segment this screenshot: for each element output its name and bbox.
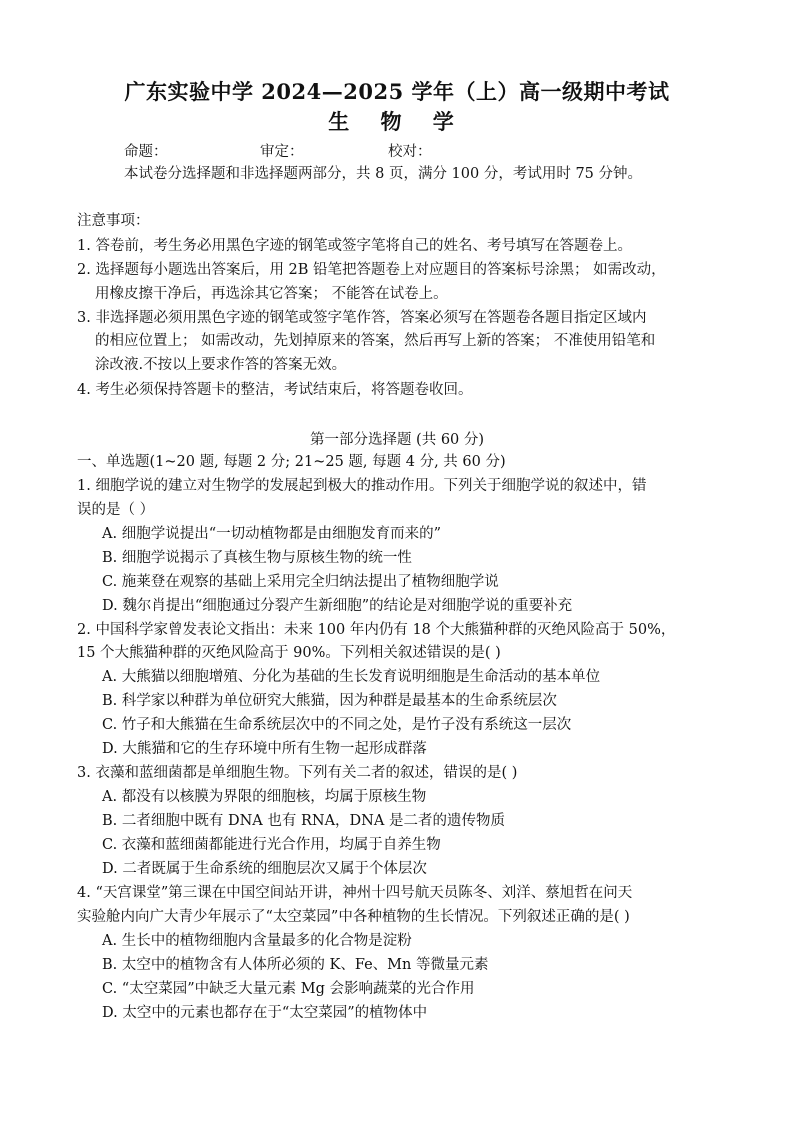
proofreader-label: 校对：: [388, 144, 432, 160]
exam-intro: 本试卷分选择题和非选择题两部分，共 8 页，满分 100 分，考试用时 75 分钟。: [124, 166, 643, 182]
question-4-option-d: D. 太空中的元素也都存在于“太空菜园”的植物体中: [102, 1005, 428, 1021]
question-4-stem-cont: 实验舱内向广大青少年展示了“太空菜园”中各种植物的生长情况。下列叙述正确的是( ): [77, 909, 630, 925]
author-label: 命题：: [124, 144, 168, 160]
note-3-cont: 的相应位置上； 如需改动，先划掉原来的答案，然后再写上新的答案； 不准使用铅笔和: [95, 333, 656, 349]
subject-title: 生 物 学: [328, 109, 466, 134]
question-3-option-b: B. 二者细胞中既有 DNA 也有 RNA，DNA 是二者的遗传物质: [102, 813, 505, 829]
note-1: 1. 答卷前，考生务必用黑色字迹的钢笔或签字笔将自己的姓名、考号填写在答题卷上。: [77, 238, 632, 254]
question-1-option-b: B. 细胞学说揭示了真核生物与原核生物的统一性: [102, 550, 412, 566]
question-3-stem: 3. 衣藻和蓝细菌都是单细胞生物。下列有关二者的叙述，错误的是( ): [77, 765, 518, 781]
question-2-stem: 2. 中国科学家曾发表论文指出：未来 100 年内仍有 18 个大熊猫种群的灭绝风险高于 50%，: [77, 622, 676, 638]
question-3-option-d: D. 二者既属于生命系统的细胞层次又属于个体层次: [102, 861, 427, 877]
question-2-option-a: A. 大熊猫以细胞增殖、分化为基础的生长发育说明细胞是生命活动的基本单位: [102, 669, 601, 685]
section-title: 第一部分选择题 (共 60 分): [309, 432, 485, 448]
question-3-option-c: C. 衣藻和蓝细菌都能进行光合作用，均属于自养生物: [102, 837, 441, 853]
question-1-option-d: D. 魏尔肖提出“细胞通过分裂产生新细胞”的结论是对细胞学说的重要补充: [102, 598, 573, 614]
question-4-option-c: C. “太空菜园”中缺乏大量元素 Mg 会影响蔬菜的光合作用: [102, 981, 475, 997]
question-2-option-b: B. 科学家以种群为单位研究大熊猫，因为种群是最基本的生命系统层次: [102, 693, 557, 709]
note-3: 3. 非选择题必须用黑色字迹的钢笔或签字笔作答，答案必须写在答题卷各题目指定区域内: [77, 310, 647, 326]
reviewer-label: 审定：: [260, 144, 304, 160]
note-4: 4. 考生必须保持答题卡的整洁，考试结束后，将答题卷收回。: [77, 382, 473, 398]
question-4-stem: 4. “天宫课堂”第三课在中国空间站开讲，神州十四号航天员陈冬、刘洋、蔡旭哲在问天: [77, 885, 633, 901]
question-4-option-b: B. 太空中的植物含有人体所必须的 K、Fe、Mn 等微量元素: [102, 957, 489, 973]
question-1-stem: 1. 细胞学说的建立对生物学的发展起到极大的推动作用。下列关于细胞学说的叙述中，错: [77, 478, 647, 494]
exam-title: 广东实验中学 2024—2025 学年（上）高一级期中考试: [124, 79, 670, 104]
note-3-cont2: 涂改液.不按以上要求作答的答案无效。: [95, 357, 347, 373]
note-2-cont: 用橡皮擦干净后，再选涂其它答案； 不能答在试卷上。: [95, 286, 448, 302]
note-2: 2. 选择题每小题选出答案后，用 2B 铅笔把答题卷上对应题目的答案标号涂黑； 如需改动，: [77, 262, 666, 278]
question-4-option-a: A. 生长中的植物细胞内含量最多的化合物是淀粉: [102, 933, 412, 949]
question-2-option-c: C. 竹子和大熊猫在生命系统层次中的不同之处，是竹子没有系统这一层次: [102, 717, 572, 733]
question-3-option-a: A. 都没有以核膜为界限的细胞核，均属于原核生物: [102, 789, 427, 805]
staff-line: [124, 142, 432, 162]
question-2-option-d: D. 大熊猫和它的生存环境中所有生物一起形成群落: [102, 741, 427, 757]
question-2-stem-cont: 15 个大熊猫种群的灭绝风险高于 90%。下列相关叙述错误的是( ): [77, 645, 501, 661]
section-subtitle: 一、单选题(1~20 题, 每题 2 分; 21~25 题, 每题 4 分, 共 60 分): [77, 454, 506, 470]
notes-heading: 注意事项：: [77, 213, 150, 229]
question-1-option-a: A. 细胞学说提出“一切动植物都是由细胞发育而来的”: [102, 526, 442, 542]
question-1-option-c: C. 施莱登在观察的基础上采用完全归纳法提出了植物细胞学说: [102, 574, 499, 590]
question-1-stem-cont: 误的是（ ）: [77, 502, 155, 518]
